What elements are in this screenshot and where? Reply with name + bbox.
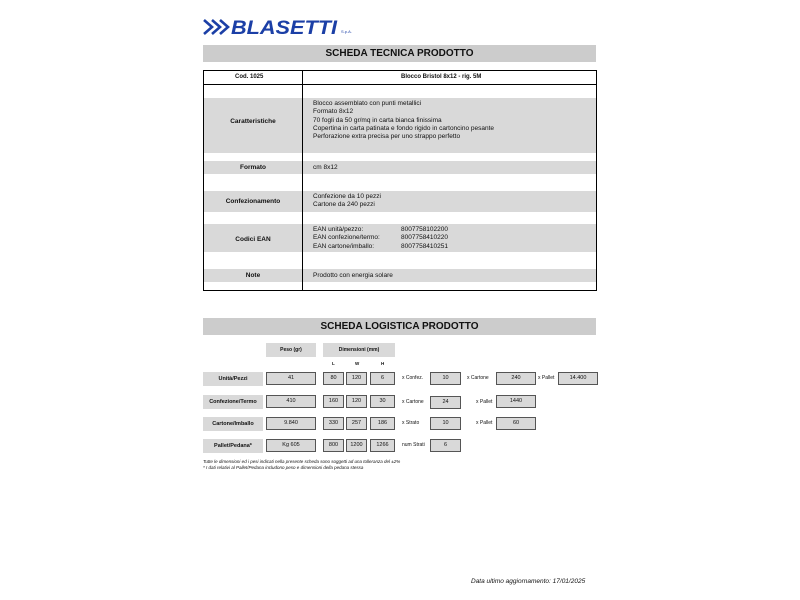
ean-row (313, 243, 448, 251)
ean-row (313, 226, 448, 234)
row-label-confezione: Confezione/Termo (203, 395, 263, 409)
pallet-note: * I dati relativi al Pallet/Pedana includono peso e dimensioni della pedana stessa (203, 465, 364, 470)
label-codici-ean: Codici EAN (235, 236, 271, 243)
product-code: Cod. 1025 (235, 74, 264, 80)
ean-row (313, 234, 448, 242)
brand-suffix: S.p.A. (341, 29, 352, 34)
dim-letter-l: L (332, 361, 335, 366)
label-formato: Formato (240, 164, 266, 171)
brand-logo (203, 15, 352, 37)
ean-value: 8007758410220 (401, 234, 448, 242)
ean-key: EAN cartone/imballo: (313, 242, 375, 250)
extra-label: num Strati (402, 442, 425, 448)
length-pallet: 800 (323, 439, 344, 452)
extra-value: 10 (430, 417, 461, 430)
value-confezionamento (313, 193, 381, 210)
value-note: Prodotto con energia solare (313, 272, 393, 279)
width-pallet: 1200 (346, 439, 367, 452)
column-divider (302, 71, 303, 290)
logistics-notes (203, 459, 400, 471)
height-cartone: 186 (370, 417, 395, 430)
blasetti-logo-icon (203, 17, 339, 37)
confezionamento-line: Cartone da 240 pezzi (313, 201, 375, 209)
row-label-pallet: Pallet/Pedana* (203, 439, 263, 453)
extra-label: x Pallet (538, 375, 555, 381)
dim-letter-h: H (381, 361, 385, 366)
caratteristiche-line: Perforazione extra precisa per uno strappo perfetto (313, 133, 461, 141)
weight-pallet: Kg 605 (266, 439, 316, 452)
weight-confezione: 410 (266, 395, 316, 408)
extra-label: x Cartone (467, 375, 489, 381)
width-cartone: 257 (346, 417, 367, 430)
length-confezione: 160 (323, 395, 344, 408)
tolerance-note: Tutte le dimensioni ed i pesi indicati nella presente scheda sono soggetti ad una tolleranza del ±2% (203, 459, 401, 464)
extra-label: x Cartone (402, 399, 424, 405)
value-codici-ean (313, 226, 448, 251)
length-cartone: 330 (323, 417, 344, 430)
row-label-unita: Unità/Pezzi (203, 372, 263, 386)
dim-letter-w: W (355, 361, 360, 366)
extra-label: x Strato (402, 420, 420, 426)
caratteristiche-line: Blocco assemblato con punti metallici (313, 100, 422, 107)
logistics-title: SCHEDA LOGISTICA PRODOTTO (203, 318, 596, 335)
extra-label: x Confez. (402, 375, 424, 381)
product-name: Blocco Bristol 8x12 - rig. 5M (401, 74, 482, 80)
width-confezione: 120 (346, 395, 367, 408)
length-unita: 80 (323, 372, 344, 385)
extra-label: x Pallet (476, 420, 493, 426)
tech-table (203, 70, 597, 291)
value-formato: cm 8x12 (313, 164, 338, 171)
ean-value: 8007758102200 (401, 226, 448, 233)
confezionamento-line: Confezione da 10 pezzi (313, 193, 381, 200)
dimensions-header: Dimensioni (mm) (323, 343, 395, 357)
caratteristiche-line: Copertina in carta patinata e fondo rigido in cartoncino pesante (313, 124, 495, 132)
extra-value: 240 (496, 372, 536, 385)
weight-cartone: 9.840 (266, 417, 316, 430)
extra-label: x Pallet (476, 399, 493, 405)
extra-value: 60 (496, 417, 536, 430)
label-caratteristiche: Caratteristiche (230, 118, 276, 125)
height-pallet: 1266 (370, 439, 395, 452)
caratteristiche-line: Formato 8x12 (313, 108, 354, 116)
weight-unita: 41 (266, 372, 316, 385)
tech-sheet-title: SCHEDA TECNICA PRODOTTO (203, 45, 596, 62)
svg-text:BLASETTI: BLASETTI (231, 18, 338, 37)
header-divider (204, 84, 596, 85)
ean-value: 8007758410251 (401, 242, 448, 250)
height-unita: 6 (370, 372, 395, 385)
value-caratteristiche (313, 100, 494, 141)
last-update: Data ultimo aggiornamento: 17/01/2025 (471, 578, 586, 585)
extra-value: 24 (430, 396, 461, 409)
height-confezione: 30 (370, 395, 395, 408)
ean-key: EAN unità/pezzo: (313, 226, 364, 233)
ean-key: EAN confezione/termo: (313, 234, 380, 242)
label-confezionamento: Confezionamento (225, 198, 281, 205)
row-label-cartone: Cartone/Imballo (203, 417, 263, 431)
extra-value: 1440 (496, 395, 536, 408)
extra-value: 6 (430, 439, 461, 452)
label-note: Note (245, 272, 261, 279)
caratteristiche-line: 70 fogli da 50 gr/mq in carta bianca finissima (313, 116, 442, 124)
width-unita: 120 (346, 372, 367, 385)
extra-value: 14.400 (558, 372, 598, 385)
extra-value: 10 (430, 372, 461, 385)
weight-header: Peso (gr) (266, 343, 316, 357)
